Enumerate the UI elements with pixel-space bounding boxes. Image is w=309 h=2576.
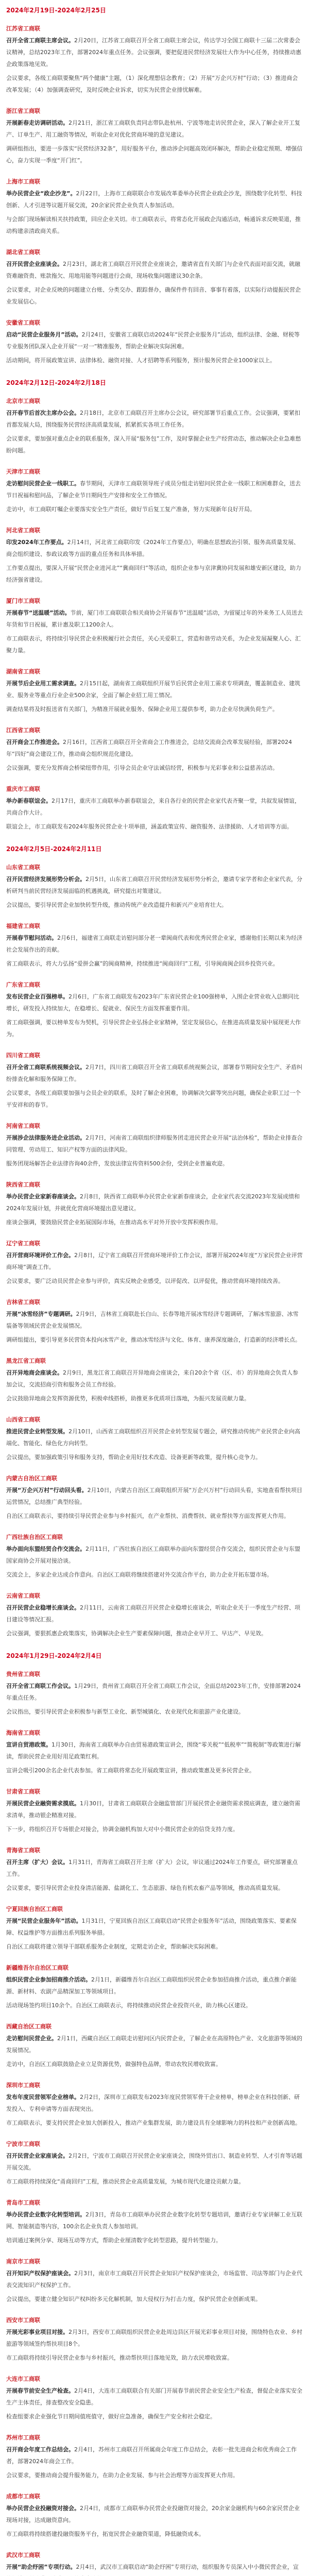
paragraph-text: 培训通过案例分享、现场互动等方式，帮助企业厘清数字化转型思路，提升转型能力。	[6, 2237, 221, 2244]
news-item-paragraph	[6, 2267, 303, 2291]
news-item-paragraph	[6, 1823, 303, 1835]
paragraph-lead: 召开商会年度工作总结会。	[6, 2446, 74, 2453]
news-item-title: 陕西省工商联	[6, 1181, 40, 1188]
paragraph-lead: 召开异地商会座谈会。	[6, 1369, 63, 1376]
news-item-paragraph	[6, 821, 303, 833]
news-item-title: 甘肃省工商联	[6, 1788, 40, 1795]
paragraph-text: 调研组指出，要进一步落实“民营经济32条”，用好服务平台，推动涉企问题高效闭环解决，帮助企业稳定预期、增强信心，奋力实现一季度“开门红”。	[6, 145, 303, 164]
news-item	[6, 1668, 303, 1718]
news-item	[6, 1962, 303, 2011]
paragraph-lead: 走访慰问民营企业一线职工。	[6, 480, 80, 487]
paragraph-text: 2月17日，重庆市工商联举办新春联谊会，来自各行业的民营企业家代表齐聚一堂，共叙发展情谊，共商合作大计。	[6, 798, 300, 816]
news-item-paragraph	[6, 1765, 303, 1776]
news-item-paragraph	[6, 433, 303, 456]
news-item-paragraph	[6, 2176, 303, 2188]
news-item-paragraph	[6, 2150, 303, 2174]
paragraph-text: 会议要求，对企业反映的问题建立台账、分类交办、跟踪督办，确保件件有回音、事事有着落，以实际行动提振民营企业发展信心。	[6, 286, 301, 305]
date-range-header: 2024年1月29日-2024年2月4日	[6, 1652, 102, 1659]
news-item-paragraph	[6, 2469, 303, 2481]
news-item-paragraph	[6, 795, 303, 819]
paragraph-text: 2月4日，大连市工商联联合有关部门开展春节前民营企业安全生产检查，督促企业落实安全生产主体责任，排查整改安全隐患。	[6, 2387, 302, 2406]
paragraph-text: 自治区工商联将建立领导干部联系服务企业制度，定期走访企业，帮助解决实际困难。	[6, 1943, 221, 1950]
date-range-header: 2024年2月12日-2024年2月18日	[6, 379, 106, 386]
news-item	[6, 2138, 303, 2188]
paragraph-text: 2月18日，北京市工商联召开主席办公会议，研究部署节后重点工作。会议强调，要紧扣首都发展大局，围绕服务民营经济高质量发展，抓紧抓实各项工作任务。	[6, 410, 300, 428]
news-item	[6, 1355, 303, 1404]
paragraph-text: 春节期间，天津市工商联领导班子成员分组走访慰问民营企业一线职工和困难群众，送去节日祝福和慰问品，了解企业节日期间生产安排和安全工作情况。	[6, 480, 301, 499]
news-item-paragraph	[6, 1798, 303, 1821]
news-item-paragraph	[6, 1132, 303, 1156]
news-item-paragraph	[6, 607, 303, 631]
paragraph-text: 2月3日，南京市工商联召开民营企业知识产权保护座谈会，市场监管、司法等部门与企业代表交流知识产权保护工作。	[6, 2270, 302, 2289]
news-item-title: 重庆市工商联	[6, 786, 40, 792]
news-item-title: 江西省工商联	[6, 727, 40, 734]
news-item-title: 浙江省工商联	[6, 108, 40, 114]
paragraph-text: 2月5日，山东省工商联召开民营经济发展形势分析会，邀请专家学者和企业家代表，分析研判当前民营经济发展面临的机遇挑战，研究提出对策建议。	[6, 876, 302, 894]
paragraph-text: 市工商联表示，将持续引导民营企业积极履行社会责任，关心关爱职工，营造和谐劳动关系，为企业发展凝聚人心、汇聚力量。	[6, 635, 301, 654]
paragraph-lead: 召开主席（扩大）会议。	[6, 1859, 68, 1866]
news-item-paragraph	[6, 1602, 303, 1625]
news-item-paragraph	[6, 329, 303, 352]
paragraph-lead: 举办民营企业数字化转型培训。	[6, 2211, 85, 2218]
paragraph-lead: 召开全省工商联系统视频会议。	[6, 1064, 85, 1071]
news-item-paragraph	[6, 1941, 303, 1953]
paragraph-text: 自治区工商联表示，要持续引导民营企业参与乡村振兴，在产业帮扶、消费帮扶、就业帮扶等方面发挥更大作用。	[6, 1513, 289, 1519]
news-item-paragraph	[6, 2385, 303, 2409]
news-item-title: 河南省工商联	[6, 1123, 40, 1129]
news-item	[6, 2314, 303, 2364]
news-item-title: 天津市工商联	[6, 468, 40, 475]
news-item-title: 黑龙江省工商联	[6, 1358, 46, 1364]
paragraph-lead: 印发2024年工作要点。	[6, 539, 67, 546]
news-item	[6, 2079, 303, 2129]
paragraph-text: 会议要求，各级工商联要聚焦“两个健康”主题，（1）深化理想信念教育；（2）开展“万企兴万村”行动；（3）推进商会改革发展；（4）加强调查研究，及时反映企业诉求，切实为民营企业排忧解难。	[6, 75, 298, 93]
news-item-title: 宁夏回族自治区工商联	[6, 1906, 63, 1912]
news-item	[6, 2256, 303, 2305]
news-item-paragraph	[6, 2293, 303, 2305]
paragraph-text: 2月2日，深圳市工商联发布2023年度民营领军骨干企业榜单，榜单企业在科技创新、研发投入、专利申请等方面表现突出。	[6, 2094, 300, 2112]
news-item-paragraph	[6, 1426, 303, 1449]
news-item-paragraph	[6, 958, 303, 970]
paragraph-lead: 举办民营企业“政企沙龙”。	[6, 190, 76, 197]
news-item-title: 河北省工商联	[6, 527, 40, 534]
paragraph-lead: 召开春节后首次主席办公会。	[6, 410, 80, 416]
news-item	[6, 724, 303, 774]
news-item-paragraph	[6, 1158, 303, 1170]
news-item-paragraph	[6, 284, 303, 308]
paragraph-text: 2月11日，广西壮族自治区工商联举办面向东盟经贸合作交流会，组织民营企业与东盟国家商协会开展对接洽谈。	[6, 1546, 300, 1564]
news-item	[6, 2490, 303, 2540]
paragraph-text: 2月4日，成都市工商联举办民营企业投融资对接会，20余家金融机构与60余家民营企业现场对接，达成融资意向。	[6, 2505, 300, 2523]
news-item	[6, 2549, 303, 2576]
date-group	[6, 842, 303, 1639]
paragraph-lead: 召开全省工商联主席会议。	[6, 37, 74, 44]
paragraph-text: 2月7日，河南省工商联组织律师服务团走进民营企业开展“法治体检”，帮助企业排查合同管理、劳动用工、知识产权等方面的法律风险。	[6, 1134, 303, 1153]
news-item-title: 江苏省工商联	[6, 25, 40, 32]
paragraph-text: 2月7日，四川省工商联召开全省工商联系统视频会议，部署春节期间安全生产、矛盾纠纷排查化解和服务保障工作。	[6, 1064, 302, 1082]
news-item-title: 南京市工商联	[6, 2258, 40, 2265]
news-item-paragraph	[6, 762, 303, 774]
news-item-paragraph	[6, 478, 303, 501]
news-item-title: 苏州市工商联	[6, 2434, 40, 2441]
paragraph-text: 2月10日，山西省工商联组织召开民营企业转型发展专题会，研究推动传统产业民营企业向高端化、智能化、绿色化方向转型。	[6, 1428, 300, 1447]
news-item-paragraph	[6, 2209, 303, 2232]
news-item-paragraph	[6, 117, 303, 141]
paragraph-text: 2月3日，西安市工商联组织民营企业赴周边县区开展光彩事业项目对接，围绕特色农业、乡村旅游等领域签约帮扶项目8个。	[6, 2329, 302, 2347]
paragraph-lead: 召开商会工作推进会。	[6, 739, 63, 745]
news-item-paragraph	[6, 258, 303, 282]
paragraph-text: 活动期间，将开展政策宣讲、法律体检、融资对接、人才招聘等系列服务，预计服务民营企业1000家以上。	[6, 357, 276, 364]
paragraph-text: 市工商联将持续搭建投融资服务平台，拓宽民营企业融资渠道，降低融资成本。	[6, 2531, 204, 2537]
paragraph-lead: 推进民营企业转型发展。	[6, 1428, 68, 1435]
paragraph-text: 省工商联表示，将大力弘扬“爱拼会赢”的闽商精神，持续推进“闽商回归”工程，引导闽商闽企回乡投资兴业。	[6, 960, 279, 967]
paragraph-lead: 开展民营企业融资需求摸底。	[6, 1800, 80, 1807]
paragraph-lead: 召开全省工商联工作会议。	[6, 1683, 74, 1689]
news-item-paragraph	[6, 1061, 303, 1085]
news-item-paragraph	[6, 1451, 303, 1463]
paragraph-lead: 发布年度民营领军企业榜单。	[6, 2094, 80, 2100]
paragraph-text: 2月21日，浙江省工商联负责同志带队赴杭州、宁波等地走访民营企业，深入了解企业开工复产、订单生产、用工融资等情况，听取企业对优化营商环境的意见建议。	[6, 120, 300, 138]
paragraph-lead: 召开民营企业座谈会。	[6, 261, 63, 267]
news-item-title: 深圳市工商联	[6, 2082, 40, 2089]
news-item	[6, 979, 303, 1040]
news-item-paragraph	[6, 1882, 303, 1894]
date-group	[6, 3, 303, 366]
paragraph-text: 2月6日，福建省工商联走访慰问部分老一辈闽商代表和优秀民营企业家，感谢他们长期以来为经济社会发展作出的贡献。	[6, 935, 302, 953]
news-item-paragraph	[6, 1216, 303, 1228]
news-item-paragraph	[6, 1999, 303, 2011]
news-item	[6, 1238, 303, 1287]
news-item-title: 大连市工商联	[6, 2376, 40, 2382]
news-item-paragraph	[6, 2058, 303, 2070]
news-item-paragraph	[6, 213, 303, 237]
paragraph-lead: 开展涉企法律服务进企业活动。	[6, 1134, 85, 1141]
paragraph-text: 会议强调，要充分发挥商会桥梁纽带作用，引导会员企业守法诚信经营，积极参与光彩事业和公益慈善活动。	[6, 765, 278, 771]
paragraph-lead: 组织民营企业参加招商推介活动。	[6, 1976, 91, 1983]
news-item-title: 上海市工商联	[6, 178, 40, 185]
news-item-paragraph	[6, 354, 303, 366]
news-item-paragraph	[6, 2326, 303, 2350]
news-item-paragraph	[6, 1543, 303, 1567]
news-item-title: 青岛市工商联	[6, 2199, 40, 2206]
paragraph-text: 调查结果将及时报送省有关部门，为精准开展就业服务、保障企业用工提供参考，助力企业尽快满负荷生产。	[6, 706, 278, 713]
paragraph-text: 会议要求，要广泛动员民营企业参与评价，真实反映企业感受，以评促改、以评促优，推动营商环境持续改善。	[6, 1278, 284, 1284]
news-item-title: 贵州省工商联	[6, 1671, 40, 1677]
paragraph-text: 2月20日，江苏省工商联召开全省工商联主席会议，传达学习全国工商联十三届二次常委会议精神，总结2023年工作，部署2024年重点任务。会议强调，要把促进民营经济发展壮大作为中心任务，持续推动惠企政策落地见效。	[6, 37, 301, 67]
news-item-paragraph	[6, 1706, 303, 1718]
paragraph-lead: 开展“助企纾困”专项行动。	[6, 2564, 76, 2570]
paragraph-text: 1月30日，海南省工商联举办自由贸易港政策宣讲会，围绕“零关税”“低税率”“简税制”等政策进行解读，帮助民营企业用好用足政策红利。	[6, 1741, 301, 1760]
paragraph-lead: 开展光彩事业项目对接。	[6, 2329, 68, 2335]
news-item-paragraph	[6, 2502, 303, 2526]
paragraph-text: 2月1日，西藏自治区工商联走访慰问区内民营企业，了解企业在高原特色产业、文化旅游等领域的发展情况。	[6, 2035, 302, 2054]
paragraph-text: 1月31日，宁夏回族自治区工商联启动“民营企业服务年”活动，围绕政策落实、要素保障、权益维护等方面推出系列服务举措。	[6, 1918, 297, 1936]
news-item-paragraph	[6, 188, 303, 211]
news-item-title: 内蒙古自治区工商联	[6, 1475, 57, 1482]
news-item	[6, 2021, 303, 2070]
news-item	[6, 524, 303, 586]
news-item-paragraph	[6, 1275, 303, 1287]
paragraph-text: 2月9日，吉林省工商联赴长白山、长春等地开展冰雪经济专题调研，了解冰雪旅游、冰雪装备等领域民营企业发展情况。	[6, 1311, 299, 1329]
news-item-paragraph	[6, 736, 303, 760]
news-item-title: 海南省工商联	[6, 1730, 40, 1736]
news-item-title: 武汉市工商联	[6, 2552, 40, 2558]
paragraph-text: 2月10日，内蒙古自治区工商联组织开展“万企兴万村”行动回头看，实地查看帮扶项目运营情况，总结推广典型经验。	[6, 1487, 302, 1505]
news-item	[6, 105, 303, 166]
paragraph-lead: 举办民营企业投融资对接会。	[6, 2505, 80, 2512]
news-item	[6, 1414, 303, 1463]
news-item-paragraph	[6, 1739, 303, 1762]
paragraph-text: 调研组提出，要引导更多民营资本投向冰雪产业，推动冰雪经济与文化、体育、康养深度融合，打造新的经济增长点。	[6, 1336, 301, 1343]
paragraph-text: 与会部门现场解读相关扶持政策，回应企业关切。市工商联表示，将常态化开展政企沟通活动，畅通诉求反映渠道，推动构建亲清政商关系。	[6, 216, 301, 234]
paragraph-text: 2月8日，陕西省工商联举办民营企业家新春座谈会，企业家代表交流2023年发展成绩和2024年发展计划，并就优化营商环境提出意见建议。	[6, 1193, 300, 1212]
paragraph-text: 2月2日，宁波市工商联召开民营企业家座谈会，围绕外贸出口、制造业转型、人才引育等话题开展交流。	[6, 2153, 302, 2171]
paragraph-text: 会议提出，要建立健全知识产权纠纷多元化解机制，加大侵权行为打击力度，保护民营企业创新成果。	[6, 2296, 261, 2302]
news-item-paragraph	[6, 2561, 303, 2576]
news-item-title: 北京市工商联	[6, 398, 40, 404]
paragraph-text: 2月11日，云南省工商联召开民营企业稳增长座谈会，听取企业关于一季度生产经营、项目建设等情况汇报。	[6, 1604, 300, 1623]
news-item	[6, 1727, 303, 1776]
paragraph-lead: 举办面向东盟经贸合作交流会。	[6, 1546, 85, 1552]
news-item-title: 辽宁省工商联	[6, 1240, 40, 1247]
news-item-title: 广东省工商联	[6, 981, 40, 988]
paragraph-lead: 开展“冰雪经济”专题调研。	[6, 1311, 76, 1317]
paragraph-text: 交流会上，多家企业达成合作意向。自治区工商联将继续搭建对外交流合作平台，助力企业开拓东盟市场。	[6, 1571, 272, 1578]
news-item	[6, 595, 303, 656]
news-item-paragraph	[6, 1308, 303, 1332]
news-item	[6, 2373, 303, 2422]
news-item-title: 成都市工商联	[6, 2493, 40, 2500]
paragraph-text: 走访中，自治区工商联鼓励企业立足资源优势，做强特色品牌，带动农牧民增收致富。	[6, 2061, 221, 2067]
news-item-paragraph	[6, 2411, 303, 2422]
paragraph-text: 走访中，市工商联叮嘱企业要落实安全生产责任，做好节后复工复产准备，努力实现新年良好开局。	[6, 506, 255, 513]
paragraph-text: 节前，厦门市工商联联合相关商协会开展春节“送温暖”活动，为留厦过年的外来务工人员送去年货和节日祝福，累计惠及职工1200余人。	[6, 609, 303, 628]
paragraph-lead: 开展“民营企业服务年”活动。	[6, 1918, 82, 1924]
paragraph-text: 会议要求，要引导民营企业投身清洁能源、盐湖化工、生态旅游、绿色有机农畜产品等领域，推动高质量发展。	[6, 1885, 284, 1891]
news-item-title: 宁波市工商联	[6, 2141, 40, 2147]
news-item-paragraph	[6, 1393, 303, 1404]
paragraph-text: 2月1日，新疆维吾尔自治区工商联组织民营企业参加招商推介活动，重点推介新能源、新材料、农副产品精深加工等领域项目。	[6, 1976, 297, 1995]
news-item-paragraph	[6, 1484, 303, 1508]
news-item-paragraph	[6, 1680, 303, 1704]
paragraph-text: 会议指出，要引导民营企业积极参与新型工业化、新型城镇化、农业现代化和旅游产业化建设。	[6, 1708, 244, 1715]
news-item-paragraph	[6, 1249, 303, 1273]
paragraph-lead: 召开民营企业稳增长座谈会。	[6, 1604, 80, 1611]
paragraph-text: 下一步，将组织召开专场银企对接会，协调金融机构加大对中小微民营企业的信贷支持力度。	[6, 1826, 238, 1833]
news-item	[6, 466, 303, 515]
news-item-paragraph	[6, 899, 303, 911]
news-item	[6, 395, 303, 456]
news-item-title: 青海省工商联	[6, 1847, 40, 1854]
news-item	[6, 2197, 303, 2246]
paragraph-text: 会议要求，各级工商联要加强与会员企业的联系，及时了解企业困难，协调解决欠薪等突出问题，确保企业职工过一个平安祥和的春节。	[6, 1090, 301, 1108]
paragraph-lead: 走访慰问民营企业。	[6, 2035, 57, 2042]
paragraph-text: 工作要点提出，要深入开展“民营企业进河北”“冀商回归”等活动，组织企业参与京津冀协同发展和雄安新区建设，助力经济强省建设。	[6, 565, 301, 583]
news-item-title: 湖北省工商联	[6, 249, 40, 256]
paragraph-lead: 召开民营经济发展形势分析会。	[6, 876, 85, 883]
news-item-paragraph	[6, 703, 303, 715]
news-item	[6, 246, 303, 308]
paragraph-text: 2月24日，安徽省工商联启动2024年“民营企业服务月”活动，组织法律、金融、财税等专业服务团队深入企业开展“一对一”精准服务，帮助企业解决实际困难。	[6, 331, 300, 350]
paragraph-text: 市工商联将持续引导民营企业参与乡村振兴，推动帮扶项目落地见效，助力农民增收致富。	[6, 2354, 233, 2361]
news-item	[6, 1590, 303, 1639]
news-item	[6, 861, 303, 911]
news-item-paragraph	[6, 1974, 303, 1997]
news-item	[6, 1049, 303, 1111]
news-item-title: 安徽省工商联	[6, 319, 40, 326]
news-item-paragraph	[6, 873, 303, 897]
date-group	[6, 1649, 303, 2576]
news-item	[6, 176, 303, 237]
news-item-paragraph	[6, 407, 303, 431]
news-item	[6, 1472, 303, 1522]
news-item	[6, 1531, 303, 1581]
paragraph-text: 会议要求，要加强对重点企业的联系服务，深入开展“服务包”工作，及时掌握企业生产经营动态，推动解决企业急难愁盼问题。	[6, 435, 301, 454]
news-item-title: 西安市工商联	[6, 2317, 40, 2324]
news-item-title: 湖南省工商联	[6, 668, 40, 675]
news-item	[6, 1844, 303, 1894]
news-item	[6, 666, 303, 715]
news-item-paragraph	[6, 991, 303, 1014]
paragraph-lead: 召开知识产权保护座谈会。	[6, 2270, 74, 2277]
paragraph-lead: 开展节后企业用工需求调查。	[6, 680, 80, 687]
news-item-paragraph	[6, 2352, 303, 2364]
news-item	[6, 1903, 303, 1953]
paragraph-lead: 宣讲自贸港政策。	[6, 1741, 52, 1748]
paragraph-text: 检查组要求企业强化节日期间值班值守，做好应急准备，确保生产安全和社会稳定。	[6, 2413, 216, 2420]
paragraph-text: 活动现场签约项目10余个。自治区工商联表示，将持续推动民营企业投资兴业，助力核心区建设。	[6, 2002, 251, 2009]
news-item-paragraph	[6, 1367, 303, 1391]
news-item-title: 厦门市工商联	[6, 598, 40, 604]
news-item-title: 西藏自治区工商联	[6, 2023, 52, 2030]
news-item-paragraph	[6, 35, 303, 70]
news-item-paragraph	[6, 2117, 303, 2129]
paragraph-text: 会议鼓励异地商会发挥资源优势，积极牵线搭桥，助推更多优质项目落地，为振兴发展贡献力量。	[6, 1395, 250, 1402]
paragraph-text: 2月4日，武汉市工商联启动“助企纾困”专项行动，组织服务专员深入中小微民营企业，宣	[76, 2564, 299, 2570]
news-item-paragraph	[6, 1856, 303, 1880]
paragraph-text: 会议提出，要加强政策引导和服务支持，帮助企业用好技术改造、设备更新等政策，提升核心竞争力。	[6, 1454, 261, 1461]
news-item-title: 吉林省工商联	[6, 1299, 40, 1306]
news-item-paragraph	[6, 2444, 303, 2467]
news-item-title: 福建省工商联	[6, 923, 40, 929]
news-item-title: 云南省工商联	[6, 1592, 40, 1599]
news-item	[6, 317, 303, 366]
paragraph-text: 座谈会强调，要鼓励民营企业拓展国际市场，在推动高水平对外开放中发挥积极作用。	[6, 1219, 221, 1226]
paragraph-text: 2月6日，广东省工商联发布2023年广东省民营企业100强榜单，入围企业营业收入总额同比增长，研发投入持续加大，在稳增长、促就业、保民生方面发挥重要作用。	[6, 993, 299, 1012]
news-item-paragraph	[6, 562, 303, 586]
paragraph-text: 市工商联表示，要支持民营企业加大创新投入，推动产业集群发展，助力建设具有全球影响力的科技和产业创新高地。	[6, 2120, 301, 2126]
paragraph-text: 2月8日，辽宁省工商联召开营商环境评价工作会议，部署开展2024年度“万家民营企业评营商环境”调查工作。	[6, 1252, 303, 1270]
paragraph-lead: 召开民营企业家座谈会。	[6, 2153, 68, 2159]
paragraph-text: 2月16日，江西省工商联召开全省商会工作推进会，总结交流商会改革发展经验，部署2024年“四好”商会建设工作，推动商会组织规范化建设。	[6, 739, 292, 757]
paragraph-text: 2月23日，湖北省工商联召开民营企业座谈会，邀请省直有关部门与企业代表面对面交流，就融资难融资贵、账款拖欠、用地用能等问题进行会商，现场收集问题建议30余条。	[6, 261, 300, 279]
news-item	[6, 1120, 303, 1170]
paragraph-text: 2月3日，青岛市工商联举办民营企业数字化转型专题培训，邀请行业专家讲解工业互联网、智能制造等内容，100余名企业负责人参加培训。	[6, 2211, 302, 2230]
paragraph-lead: 开展新春走访调研活动。	[6, 120, 68, 126]
news-item-paragraph	[6, 503, 303, 515]
news-item-title: 新疆维吾尔自治区工商联	[6, 1964, 68, 1971]
paragraph-lead: 启动“民营企业服务月”活动。	[6, 331, 82, 338]
news-item-paragraph	[6, 1915, 303, 1939]
news-item-paragraph	[6, 1628, 303, 1639]
paragraph-text: 2月14日，河北省工商联印发《2024年工作要点》，明确在思想政治引领、服务高质量发展、商会组织建设、参政议政等方面的重点任务和具体举措。	[6, 539, 300, 557]
paragraph-lead: 开展“万企兴万村”行动回头看。	[6, 1487, 88, 1494]
date-range-header: 2024年2月5日-2024年2月11日	[6, 845, 102, 853]
news-item	[6, 2432, 303, 2481]
paragraph-text: 1月31日，青海省工商联召开主席（扩大）会议，审议通过2024年工作要点，研究部署重点工作。	[6, 1859, 298, 1877]
news-item-paragraph	[6, 633, 303, 656]
news-item	[6, 920, 303, 970]
news-item-title: 山西省工商联	[6, 1416, 40, 1423]
news-item-paragraph	[6, 2234, 303, 2246]
news-item-title: 山东省工商联	[6, 864, 40, 871]
news-item-paragraph	[6, 932, 303, 956]
news-item-paragraph	[6, 2091, 303, 2115]
news-item	[6, 1179, 303, 1228]
news-item-paragraph	[6, 1569, 303, 1581]
paragraph-lead: 开展春节慰问活动。	[6, 935, 57, 941]
news-item	[6, 1296, 303, 1346]
news-item	[6, 23, 303, 96]
news-item	[6, 783, 303, 833]
paragraph-text: 省工商联强调，要以榜单发布为契机，引导民营企业弘扬企业家精神，坚定发展信心，在推进高质量发展中展现更大作为。	[6, 1019, 301, 1038]
news-item-paragraph	[6, 1334, 303, 1346]
paragraph-text: 2月9日，黑龙江省工商联召开异地商会座谈会，来自20余个省（区、市）的异地商会负责人参加会议，交流招商引资和服务会员工作经验。	[6, 1369, 298, 1388]
news-item-paragraph	[6, 1087, 303, 1111]
paragraph-text: 宣讲会吸引200余名企业代表参加。省工商联将常态化开展政策宣讲，推动政策惠及更多民营企业。	[6, 1767, 255, 1774]
paragraph-text: 服务团现场解答企业法律咨询40余件，发放法律宣传资料500余份，受到企业普遍欢迎。	[6, 1160, 228, 1167]
paragraph-text: 1月29日，贵州省工商联召开全省工商联工作会议，全面总结2023年工作，安排部署2024年重点任务。	[6, 1683, 301, 1701]
news-item-title: 广西壮族自治区工商联	[6, 1534, 63, 1540]
date-group	[6, 376, 303, 833]
news-item-paragraph	[6, 1016, 303, 1040]
news-item-paragraph	[6, 2528, 303, 2540]
paragraph-text: 联谊会上，市工商联发布2024年服务民营企业十项举措，涵盖政策宣传、融资服务、法律援助、人才培训等方面。	[6, 823, 293, 830]
news-item-paragraph	[6, 143, 303, 166]
paragraph-text: 2月15日起，湖南省工商联组织开展节后民营企业用工需求专项调查，覆盖制造业、建筑业、服务业等重点行业企业500余家，全面了解企业招工用工情况。	[6, 680, 300, 699]
paragraph-text: 会议强调，要狠抓惠企政策落实，协调解决企业生产要素保障问题，推动企业早开工、早达产、早见效。	[6, 1630, 267, 1637]
paragraph-text: 2月22日，上海市工商联联合市发展改革委举办民营企业政企沙龙，围绕数字化转型、科技创新、人才引进等议题开展交流，20余家民营企业负责人参加活动。	[6, 190, 302, 209]
paragraph-text: 市工商联将持续深化“甬商回归”工程，推动民营企业高质量发展，为城市现代化建设贡献力量。	[6, 2178, 245, 2185]
news-item-title: 四川省工商联	[6, 1052, 40, 1059]
paragraph-lead: 开展春节“送温暖”活动。	[6, 609, 71, 616]
paragraph-lead: 发布民营企业百强榜单。	[6, 993, 68, 1000]
date-range-header: 2024年2月19日-2024年2月25日	[6, 7, 106, 14]
paragraph-text: 会议要求，要推动商会提升服务能力，在助力企业发展、参与社会治理等方面发挥更大作用。	[6, 2472, 238, 2479]
paragraph-lead: 开展春节前安全生产检查。	[6, 2387, 74, 2394]
paragraph-lead: 举办民营企业家新春座谈会。	[6, 1193, 80, 1200]
paragraph-lead: 举办新春联谊会。	[6, 798, 52, 804]
news-item-paragraph	[6, 677, 303, 701]
paragraph-text: 1月30日，甘肃省工商联联合金融监管部门开展民营企业融资需求摸底调查，建立融资需求清单，推动银企精准对接。	[6, 1800, 300, 1819]
news-item-paragraph	[6, 72, 303, 96]
news-item-paragraph	[6, 536, 303, 560]
news-item-paragraph	[6, 1510, 303, 1522]
news-item-paragraph	[6, 1191, 303, 1214]
paragraph-text: 2月4日，苏州市工商联召开所属商会年度工作总结会，表彰一批先进商会和优秀商会工作者，部署2024年商会工作。	[6, 2446, 297, 2465]
paragraph-text: 会议提出，要引导民营企业加快转型升级，推动传统产业改造提升和新兴产业培育壮大。	[6, 902, 227, 908]
paragraph-lead: 召开营商环境评价工作会。	[6, 1252, 74, 1259]
news-item	[6, 1786, 303, 1835]
news-item-paragraph	[6, 2032, 303, 2056]
